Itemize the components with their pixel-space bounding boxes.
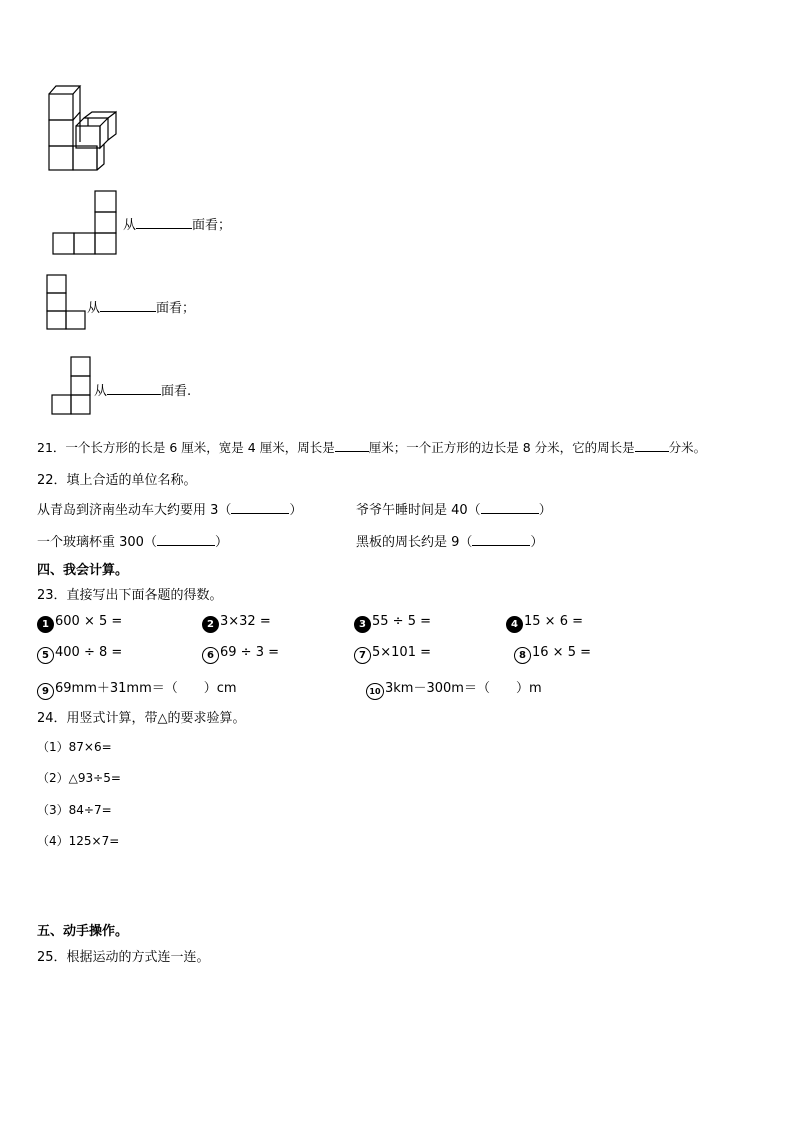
circled-number: 10 [366, 683, 384, 700]
q24-item-1: （1）87×6= [37, 740, 112, 754]
view-2-grid [46, 274, 88, 332]
q22-blank-1[interactable] [231, 501, 289, 514]
q23-item-6: 6 69 ÷ 3 = [202, 645, 279, 664]
q23-item-1: 1 600 × 5 = [37, 614, 122, 633]
q22-blank-2[interactable] [481, 501, 539, 514]
view-1-blank[interactable] [136, 216, 192, 229]
circled-number: 6 [202, 647, 219, 664]
q24-item-4: （4）125×7= [37, 834, 120, 848]
q23-item-9: 9 69mm＋31mm＝（ ）cm [37, 677, 237, 700]
q22-blank-3[interactable] [157, 533, 215, 546]
question-22-title: 22．填上合适的单位名称。 [37, 473, 197, 488]
circled-number: 5 [37, 647, 54, 664]
q21-blank-1[interactable] [335, 439, 369, 452]
q21-blank-2[interactable] [635, 439, 669, 452]
circled-number: 7 [354, 647, 371, 664]
question-21: 21．一个长方形的长是 6 厘米，宽是 4 厘米，周长是 厘米；一个正方形的边长是 8 分米，它的周长是 分米。 [37, 440, 707, 455]
q24-item-2: （2）△93÷5= [37, 771, 121, 785]
question-23-title: 23．直接写出下面各题的得数。 [37, 588, 223, 603]
circled-number: 4 [506, 616, 523, 633]
circled-number: 3 [354, 616, 371, 633]
question-25-title: 25．根据运动的方式连一连。 [37, 950, 210, 965]
q22-item-1: 从青岛到济南坐动车大约要用 3（ ） [37, 503, 303, 518]
section-4-heading: 四、我会计算。 [37, 563, 129, 578]
q24-item-3: （3）84÷7= [37, 803, 112, 817]
q22-item-4: 黑板的周长约是 9（ ） [356, 535, 544, 550]
q23-item-8: 8 16 × 5 = [514, 645, 591, 664]
question-24-title: 24．用竖式计算，带△的要求验算。 [37, 711, 246, 726]
q23-item-3: 3 55 ÷ 5 = [354, 614, 431, 633]
view-3-grid [50, 356, 94, 416]
view-2-question: 从 面看； [87, 301, 196, 316]
section-5-heading: 五、动手操作。 [37, 924, 129, 939]
view-1-grid [52, 189, 120, 255]
circled-number: 8 [514, 647, 531, 664]
q22-blank-4[interactable] [472, 533, 530, 546]
q22-item-2: 爷爷午睡时间是 40（ ） [356, 503, 552, 518]
q23-item-7: 7 5×101 = [354, 645, 431, 664]
q23-item-5: 5 400 ÷ 8 = [37, 645, 122, 664]
circled-number: 2 [202, 616, 219, 633]
q23-item-10: 10 3km－300m＝（ ）m [366, 677, 542, 700]
q23-item-2: 2 3×32 = [202, 614, 271, 633]
q23-item-4: 4 15 × 6 = [506, 614, 583, 633]
view-2-blank[interactable] [100, 299, 156, 312]
q22-item-3: 一个玻璃杯重 300（ ） [37, 535, 228, 550]
cube-figure [46, 82, 122, 174]
view-1-question: 从 面看； [123, 218, 232, 233]
view-3-blank[interactable] [107, 382, 161, 395]
circled-number: 9 [37, 683, 54, 700]
view-3-question: 从 面看. [94, 384, 192, 399]
circled-number: 1 [37, 616, 54, 633]
